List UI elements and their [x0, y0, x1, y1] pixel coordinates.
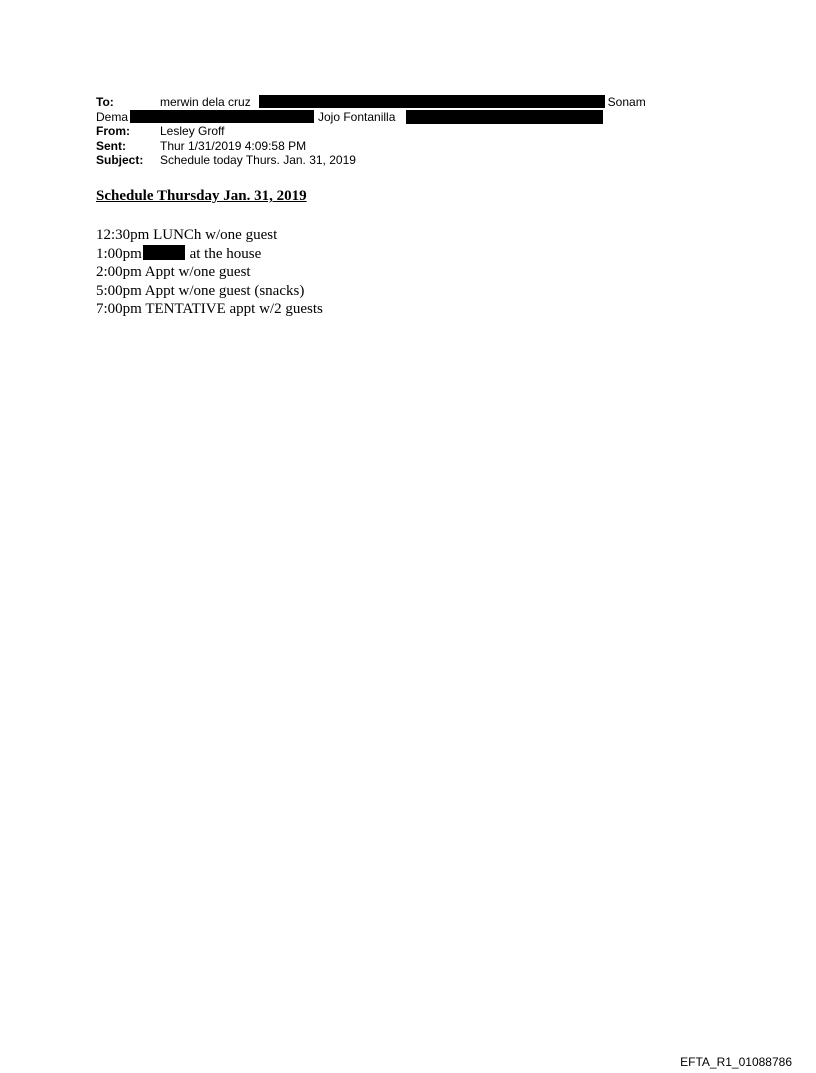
subject-value: Schedule today Thurs. Jan. 31, 2019 — [160, 153, 356, 168]
email-header — [96, 95, 736, 168]
to-label: To: — [96, 95, 114, 109]
redaction-block — [143, 245, 185, 260]
to-recipient-4: Jojo Fontanilla — [318, 109, 396, 124]
sent-value: Thur 1/31/2019 4:09:58 PM — [160, 138, 307, 153]
schedule-list — [96, 226, 323, 319]
redaction-block — [406, 110, 603, 124]
sent-label: Sent: — [96, 138, 126, 153]
from-value: Lesley Groff — [160, 124, 225, 139]
to-recipient-3: ; Sonam — [601, 95, 646, 109]
schedule-item-text: at the house — [189, 245, 262, 262]
to-recipient-2: ; Leo — [418, 95, 445, 109]
redaction-block — [130, 110, 314, 123]
sent-row — [96, 139, 736, 154]
schedule-item: 7:00pm TENTATIVE appt w/2 guests — [96, 301, 323, 317]
to-recipient-1: merwin dela cruz — [160, 95, 251, 109]
subject-row — [96, 153, 736, 168]
redaction-block — [462, 95, 605, 108]
schedule-title: Schedule Thursday Jan. 31, 2019 — [96, 188, 307, 204]
schedule-item: 5:00pm Appt w/one guest (snacks) — [96, 282, 305, 299]
schedule-item: 12:30pm LUNCh w/one guest — [96, 227, 278, 243]
from-row — [96, 124, 736, 139]
schedule-item: 2:00pm Appt w/one guest — [96, 264, 251, 280]
to-row — [96, 95, 736, 110]
document-id: EFTA_R1_01088786 — [680, 1055, 792, 1069]
schedule-item — [96, 245, 323, 264]
to-row-continued — [96, 110, 736, 125]
subject-label: Subject: — [96, 153, 144, 168]
schedule-item-time: 1:00pm — [96, 245, 142, 262]
to-recipient-3-continued: Dema — [96, 109, 129, 124]
from-label: From: — [96, 124, 130, 139]
